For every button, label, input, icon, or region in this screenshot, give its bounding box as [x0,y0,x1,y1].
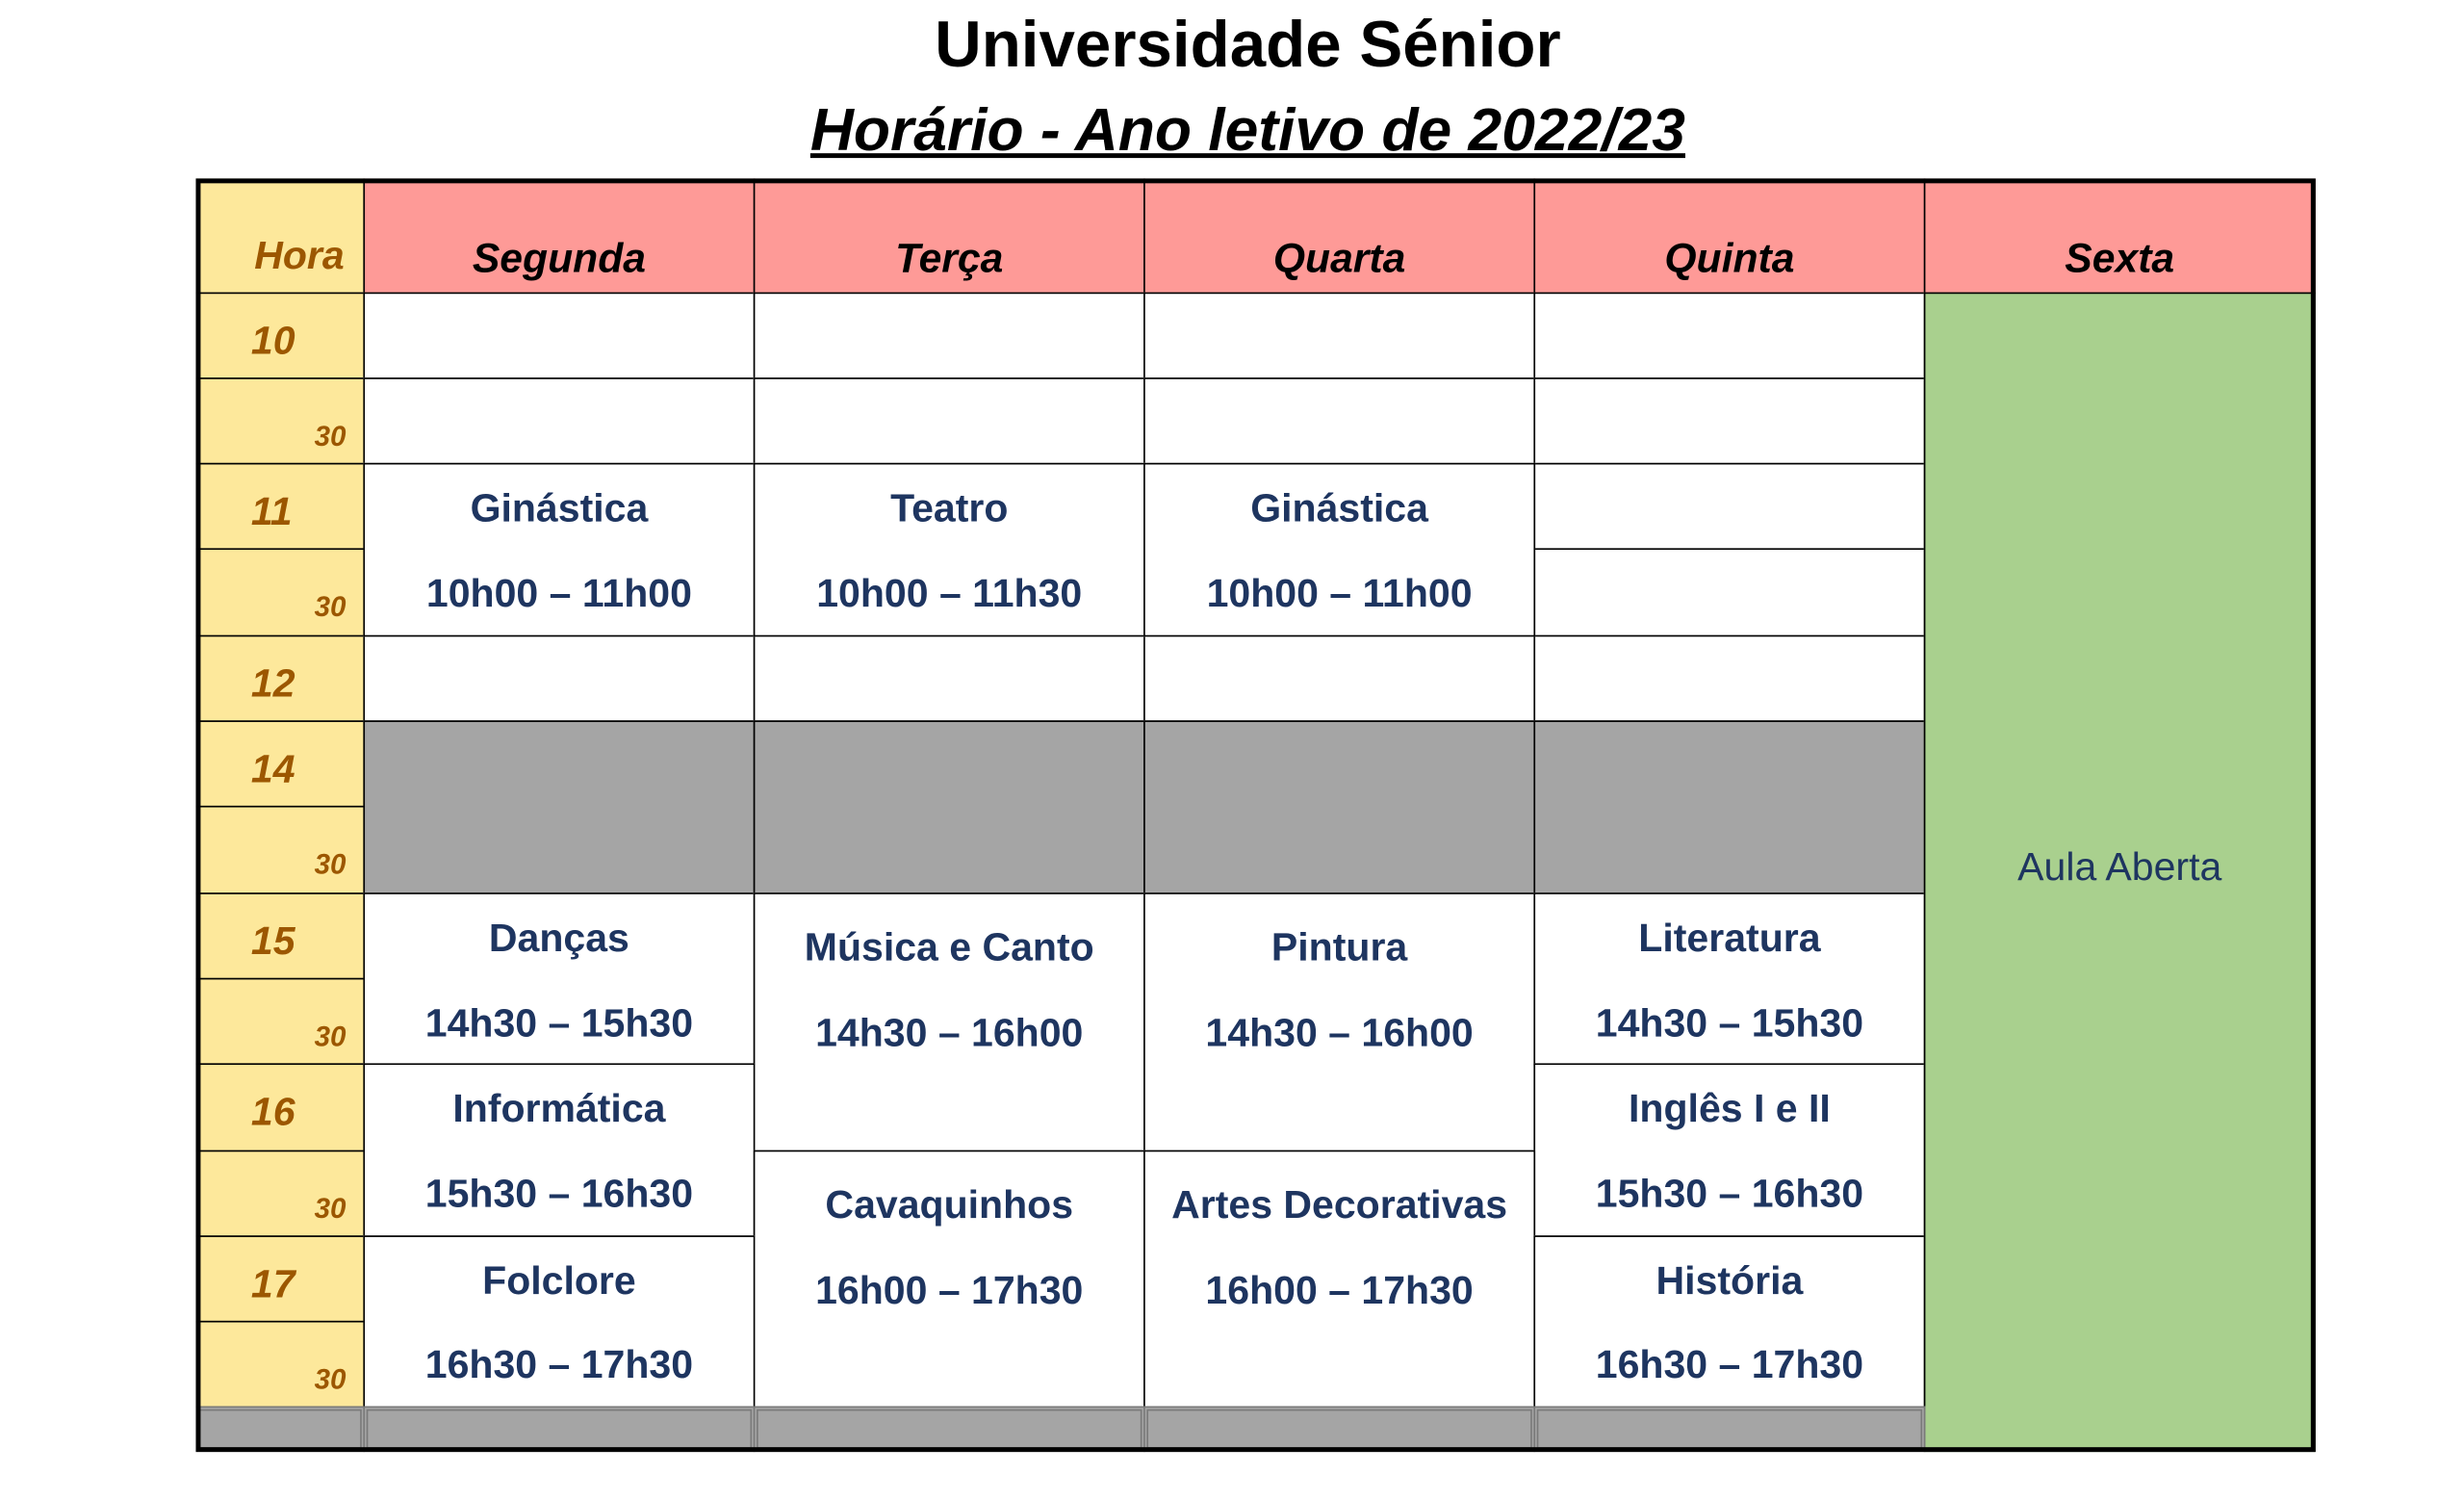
class-name: História [1656,1258,1804,1304]
class-name: Danças [488,916,629,961]
hour-cell [195,548,365,636]
class-block [754,1150,1145,1408]
empty-slot [1143,293,1535,379]
class-block [1533,1063,1925,1237]
hour-cell [195,1150,365,1237]
sexta-label: Aula Aberta [2017,844,2222,890]
hour-cell [195,806,365,894]
class-time: 15h30 – 16h30 [1595,1172,1864,1217]
class-time: 16h00 – 17h30 [815,1268,1084,1313]
class-time: 14h30 – 15h30 [424,1001,694,1047]
footer-row-cell [754,1407,1145,1453]
empty-slot [363,635,755,722]
class-time: 14h30 – 15h30 [1595,1001,1864,1047]
class-name: Ginástica [1250,486,1428,531]
class-name: Música e Canto [804,925,1094,970]
class-block [363,892,755,1067]
class-name: Cavaquinhos [825,1183,1074,1228]
empty-slot [1533,377,1925,464]
day-label: Quarta [1272,233,1406,282]
lunch-break-block [363,720,755,894]
footer-row-cell [1143,1407,1535,1453]
day-header-sexta [1924,178,2316,294]
footer-row-cell [1533,1407,1925,1453]
class-name: Ginástica [470,486,649,531]
class-block [363,463,755,637]
footer-row-cell [363,1407,755,1453]
class-time: 16h30 – 17h30 [424,1342,694,1387]
empty-slot [754,377,1145,464]
day-label: Segunda [472,233,646,282]
empty-slot [1143,635,1535,722]
lunch-break-block [1143,720,1535,894]
page-title: Universidade Sénior [935,8,1561,81]
hour-cell [195,978,365,1065]
class-name: Inglês I e II [1629,1087,1831,1131]
class-time: 16h00 – 17h30 [1205,1268,1474,1313]
class-block [1533,892,1925,1067]
empty-slot [1533,548,1925,636]
class-block [754,463,1145,637]
hour-cell [195,293,365,379]
empty-slot [363,377,755,464]
class-name: Informática [452,1087,666,1131]
hour-cell [195,1321,365,1408]
class-name: Teatro [890,486,1009,531]
class-time: 10h00 – 11h00 [425,572,692,616]
day-header-terca [754,178,1145,294]
class-block [363,1063,755,1237]
footer-row-cell [195,1407,365,1453]
hour-label: 30 [314,590,346,623]
class-time: 15h30 – 16h30 [424,1172,694,1217]
day-header-quinta [1533,178,1925,294]
hour-cell [195,892,365,979]
hour-label: 30 [314,420,346,452]
hour-cell [195,635,365,722]
class-name: Pintura [1270,925,1408,970]
hour-label: 12 [250,661,295,707]
hora-label: Hora [254,233,345,278]
hour-label: 15 [250,919,295,965]
hour-label: 14 [250,747,295,792]
class-name: Artes Decorativas [1171,1183,1508,1228]
hora-header [195,178,365,294]
class-block [1533,1235,1925,1408]
sexta-open-class [1924,293,2316,1453]
hour-label: 16 [250,1090,295,1135]
class-name: Literatura [1638,916,1821,961]
empty-slot [363,293,755,379]
day-header-segunda [363,178,755,294]
day-label: Quinta [1664,233,1795,282]
hour-label: 30 [314,1021,346,1052]
empty-slot [1533,463,1925,550]
class-time: 10h00 – 11h30 [816,572,1083,616]
class-time: 14h30 – 16h00 [815,1011,1084,1056]
hour-cell [195,1063,365,1151]
hour-cell [195,463,365,550]
hour-label: 30 [314,848,346,881]
day-header-quarta [1143,178,1535,294]
class-time: 16h30 – 17h30 [1595,1342,1864,1387]
hour-label: 17 [250,1262,295,1307]
class-block [1143,1150,1535,1408]
class-block [363,1235,755,1408]
hour-label: 30 [314,1192,346,1225]
hour-label: 30 [314,1363,346,1396]
hour-cell [195,1235,365,1322]
day-label: Terça [895,233,1004,282]
empty-slot [1533,293,1925,379]
class-name: Folclore [482,1258,636,1304]
class-block [754,892,1145,1151]
page-subtitle: Horário - Ano letivo de 2022/23 [809,97,1685,165]
lunch-break-block [754,720,1145,894]
empty-slot [1143,377,1535,464]
hour-cell [195,720,365,807]
empty-slot [1533,635,1925,722]
hour-label: 10 [250,319,295,364]
class-time: 10h00 – 11h00 [1206,572,1473,616]
class-block [1143,892,1535,1151]
class-time: 14h30 – 16h00 [1205,1011,1474,1056]
day-label: Sexta [2065,233,2175,282]
class-block [1143,463,1535,637]
lunch-break-block [1533,720,1925,894]
empty-slot [754,635,1145,722]
hour-cell [195,377,365,464]
empty-slot [754,293,1145,379]
hour-label: 11 [250,489,293,534]
